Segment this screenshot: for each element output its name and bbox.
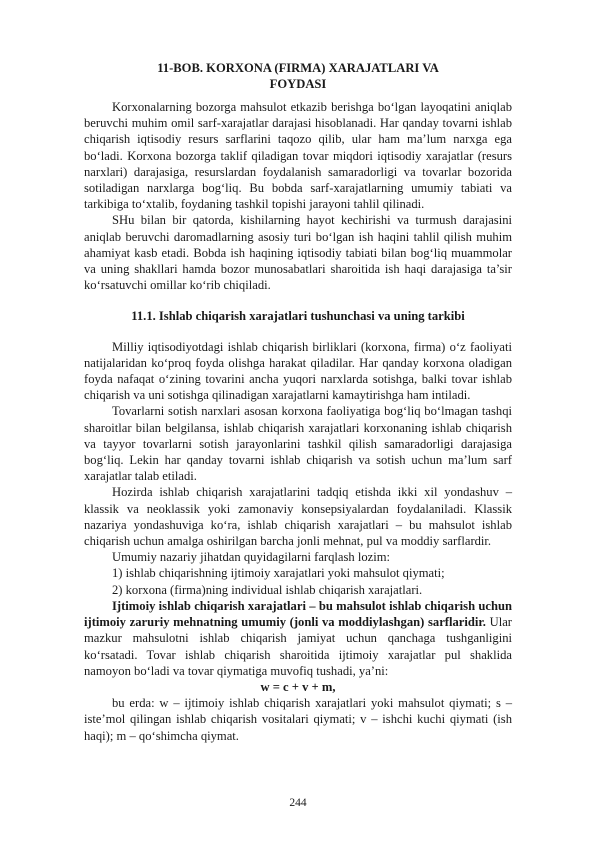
section-paragraph-2: Tovarlarni sotish narxlari asosan korxona faoliyatiga bog‘liq bo‘lmagan tashqi sharoitlar bilan belgilansa, ishlab chiqarish xarajatlari korxonaning ishlab chiqarish va tayyor tovarlarni sotish jarayonlarini tashkil qilish samaradorligi darajasiga bog‘liq. Lekin har qanday tovarni ishlab chiqarish va sotish uchun ma’lum sarf xarajatlar talab etiladi. (84, 404, 512, 484)
section-paragraph-1: Milliy iqtisodiyotdagi ishlab chiqarish birliklari (korxona, firma) o‘z faoliyati natijalaridan ko‘proq foyda olishga harakat qiladilar. Har qanday korxona oladigan foyda nafaqat o‘zining tovarini ancha yuqori narxlarda sotishga, balki tovar ishlab chiqarish va uni sotishga qilinadigan xarajatlarni kamaytirishga ham intiladi. (84, 339, 512, 403)
definition-rest: Ular mazkur mahsulotni ishlab chiqarish jamiyat uchun qanchaga tushganligini ko‘rsatadi. Tovar ishlab chiqarish sharoitida ijtimoiy xarajatlar pul shaklida namoyon bo‘ladi va tovar qiymatiga muvofiq tushadi, ya’ni: (84, 615, 512, 678)
section-paragraph-3: Hozirda ishlab chiqarish xarajatlarini tadqiq etishda ikki xil yondashuv – klassik va neoklassik yoki zamonaviy konsepsiyalardan foydalaniladi. Klassik nazariya yondashuviga ko‘ra, ishlab chiqarish xarajatlari – bu mahsulot ishlab chiqarish uchun amalga oshirilgan barcha jonli mehnat, pul va moddiy sarflardir. (84, 485, 512, 549)
chapter-title-line-1: 11-BOB. KORXONA (FIRMA) XARAJATLARI VA (157, 61, 439, 75)
page-number: 244 (289, 797, 307, 809)
section-paragraph-4: Umumiy nazariy jihatdan quyidagilarni farqlash lozim: (112, 550, 391, 565)
section-title: 11.1. Ishlab chiqarish xarajatlari tushunchasi va uning tarkibi (131, 309, 465, 324)
intro-paragraph-2: SHu bilan bir qatorda, kishilarning hayot kechirishi va turmush darajasini aniqlab beruvchi daromadlarning asosiy turi bo‘lgan ish haqini tahlil qilish muhim ahamiyat kasb etadi. Bobda ish haqining iqtisodiy tabiati bilan bog‘liq muammolar va uning shakllari hamda bozor munosabatlari sharoitida ish haqi darajasiga ta’sir ko‘rsatuvchi omillar ko‘rib chiqiladi. (84, 213, 512, 293)
chapter-title (80, 60, 516, 92)
list-item-1: 1) ishlab chiqarishning ijtimoiy xarajatlari yoki mahsulot qiymati; (112, 566, 445, 581)
document-body (84, 99, 512, 744)
definition-paragraph (84, 598, 512, 679)
list-item-2: 2) korxona (firma)ning individual ishlab chiqarish xarajatlari. (112, 582, 423, 597)
definition-bold: Ijtimoiy ishlab chiqarish xarajatlari – bu mahsulot ishlab chiqarish uchun ijtimoiy zaruriy mehnatning umumiy (jonli va moddiylashgan) sarflaridir. (84, 598, 512, 630)
formula-explanation: bu erda: w – ijtimoiy ishlab chiqarish xarajatlari yoki mahsulot qiymati; s – iste’mol qilingan ishlab chiqarish vositalari qiymati; v – ishchi kuchi qiymati (ish haqi); m – qo‘shimcha qiymat. (84, 696, 512, 743)
intro-paragraph-1: Korxonalarning bozorga mahsulot etkazib berishga bo‘lgan layoqatini aniqlab beruvchi muhim omil sarf-xarajatlar darajasi hisoblanadi. Har qanday tovarni ishlab chiqarish iqtisodiy resurs sarflarini taqozo qilib, ular ham ma’lum narxga ega bo‘ladi. Korxona bozorga taklif qiladigan tovar miqdori iqtisodiy xarajatlar (resurs narxlari) darajasiga, resurslardan foydalanish samaradorligi va tovarlar bozorida sotiladigan narxlarga bog‘liq. Bu bobda sarf-xarajatlarning umumiy tabiati va tarkibiga to‘xtalib, foydaning tashkil topishi jarayoni tahlil qilinadi. (84, 100, 512, 212)
chapter-title-line-2: FOYDASI (269, 77, 327, 91)
formula: w = c + v + m, (260, 679, 336, 694)
